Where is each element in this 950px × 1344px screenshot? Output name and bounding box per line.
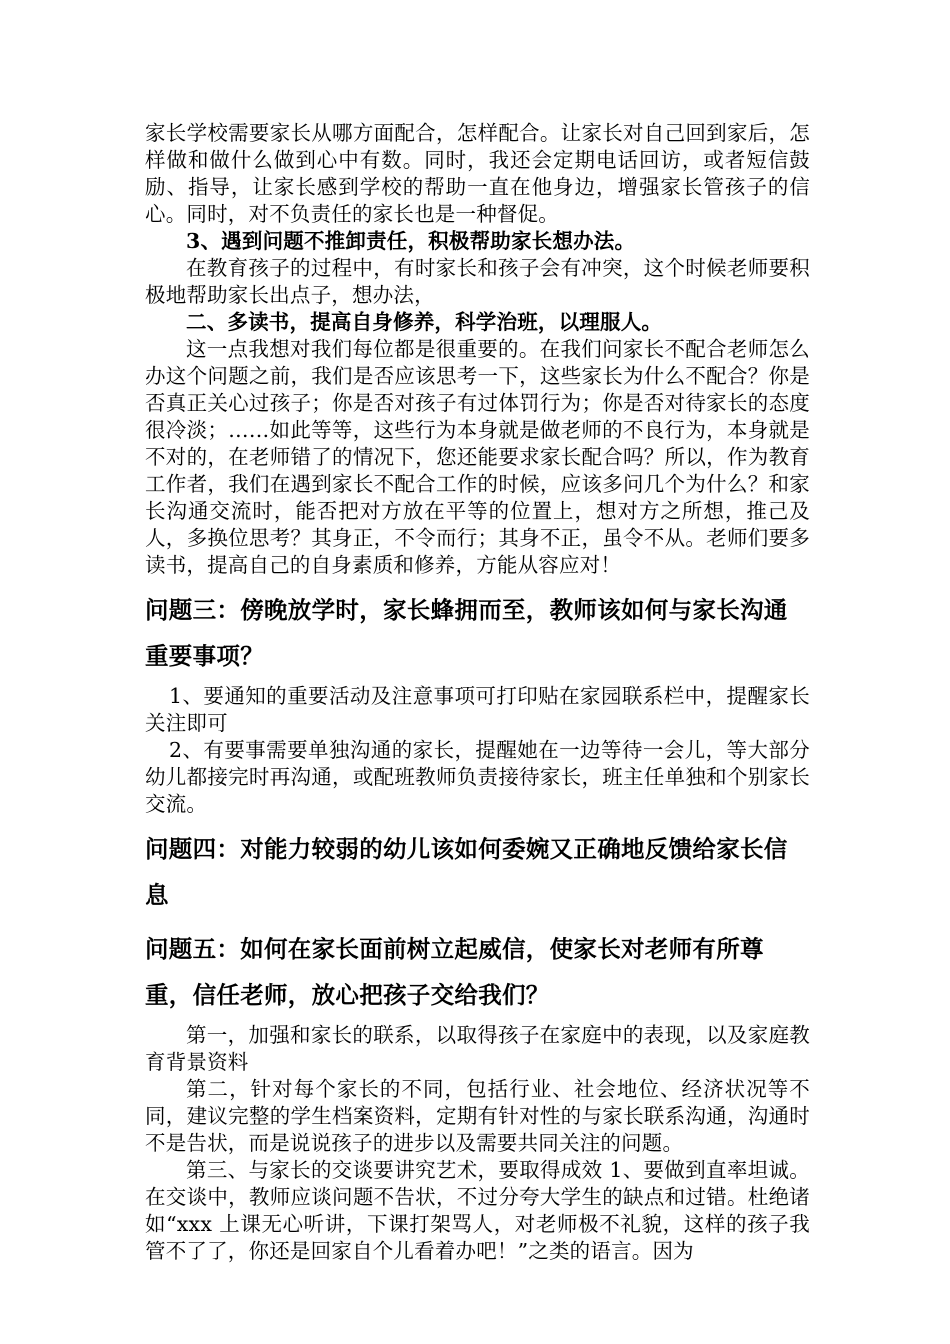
heading-question-3: 问题三：傍晚放学时，家长蜂拥而至，教师该如何与家长沟通重要事项？ bbox=[145, 596, 788, 670]
q3-item-2: 2、有要事需要单独沟通的家长，提醒她在一边等待一会儿，等大部分幼儿都接完时再沟通，或配班教师负责接待家长，班主任单独和个别家长交流。 bbox=[145, 738, 810, 816]
paragraph-conflict-help: 在教育孩子的过程中，有时家长和孩子会有冲突，这个时候老师要积极地帮助家长出点子，想办法， bbox=[145, 256, 810, 307]
paragraph-home-school-cooperation: 家长学校需要家长从哪方面配合，怎样配合。让家长对自己回到家后，怎样做和做什么做到心中有数。同时，我还会定期电话回访，或者短信鼓励、指导，让家长感到学校的帮助一直在他身边，增强家长管孩子的信心。同时，对不负责任的家长也是一种督促。 bbox=[145, 121, 810, 226]
subheading-point-3: 3、遇到问题不推卸责任，积极帮助家长想办法。 bbox=[186, 229, 636, 253]
subheading-section-2: 二、多读书，提高自身修养，科学治班，以理服人。 bbox=[186, 310, 663, 334]
paragraph-reading-self-cultivation: 这一点我想对我们每位都是很重要的。在我们问家长不配合老师怎么办这个问题之前，我们是否应该思考一下，这些家长为什么不配合？你是否真正关心过孩子；你是否对孩子有过体罚行为；你是否对待家长的态度很冷淡；……如此等等，这些行为本身就是做老师的不良行为，本身就是不对的，在老师错了的情况下，您还能要求家长配合吗？所以，作为教育工作者，我们在遇到家长不配合工作的时候，应该多问几个为什么？和家长沟通交流时，能否把对方放在平等的位置上，想对方之所想，推己及人，多换位思考？其身正，不令而行；其身不正，虽令不从。老师们要多读书，提高自己的自身素质和修养，方能从容应对！ bbox=[145, 337, 810, 577]
heading-question-5: 问题五：如何在家长面前树立起威信，使家长对老师有所尊重，信任老师，放心把孩子交给我们？ bbox=[145, 935, 764, 1009]
q5-paragraph-1: 第一，加强和家长的联系，以取得孩子在家庭中的表现，以及家庭教育背景资料 bbox=[145, 1023, 810, 1074]
q3-item-1: 1、要通知的重要活动及注意事项可打印贴在家园联系栏中，提醒家长关注即可 bbox=[145, 684, 810, 735]
q5-paragraph-3: 第三、与家长的交谈要讲究艺术，要取得成效 1、要做到直率坦诚。在交谈中，教师应谈问题不告状，不过分夸大学生的缺点和过错。杜绝诸如“xxx 上课无心听讲，下课打架骂人，对老师极不礼貌，这样的孩子我管不了了，你还是回家自个儿看着办吧！”之类的语言。因为 bbox=[145, 1158, 810, 1263]
heading-question-4: 问题四：对能力较弱的幼儿该如何委婉又正确地反馈给家长信息 bbox=[145, 835, 788, 909]
document-page bbox=[145, 120, 810, 1265]
q5-paragraph-2: 第二，针对每个家长的不同，包括行业、社会地位、经济状况等不同，建议完整的学生档案资料，定期有针对性的与家长联系沟通，沟通时不是告状，而是说说孩子的进步以及需要共同关注的问题。 bbox=[145, 1077, 810, 1155]
